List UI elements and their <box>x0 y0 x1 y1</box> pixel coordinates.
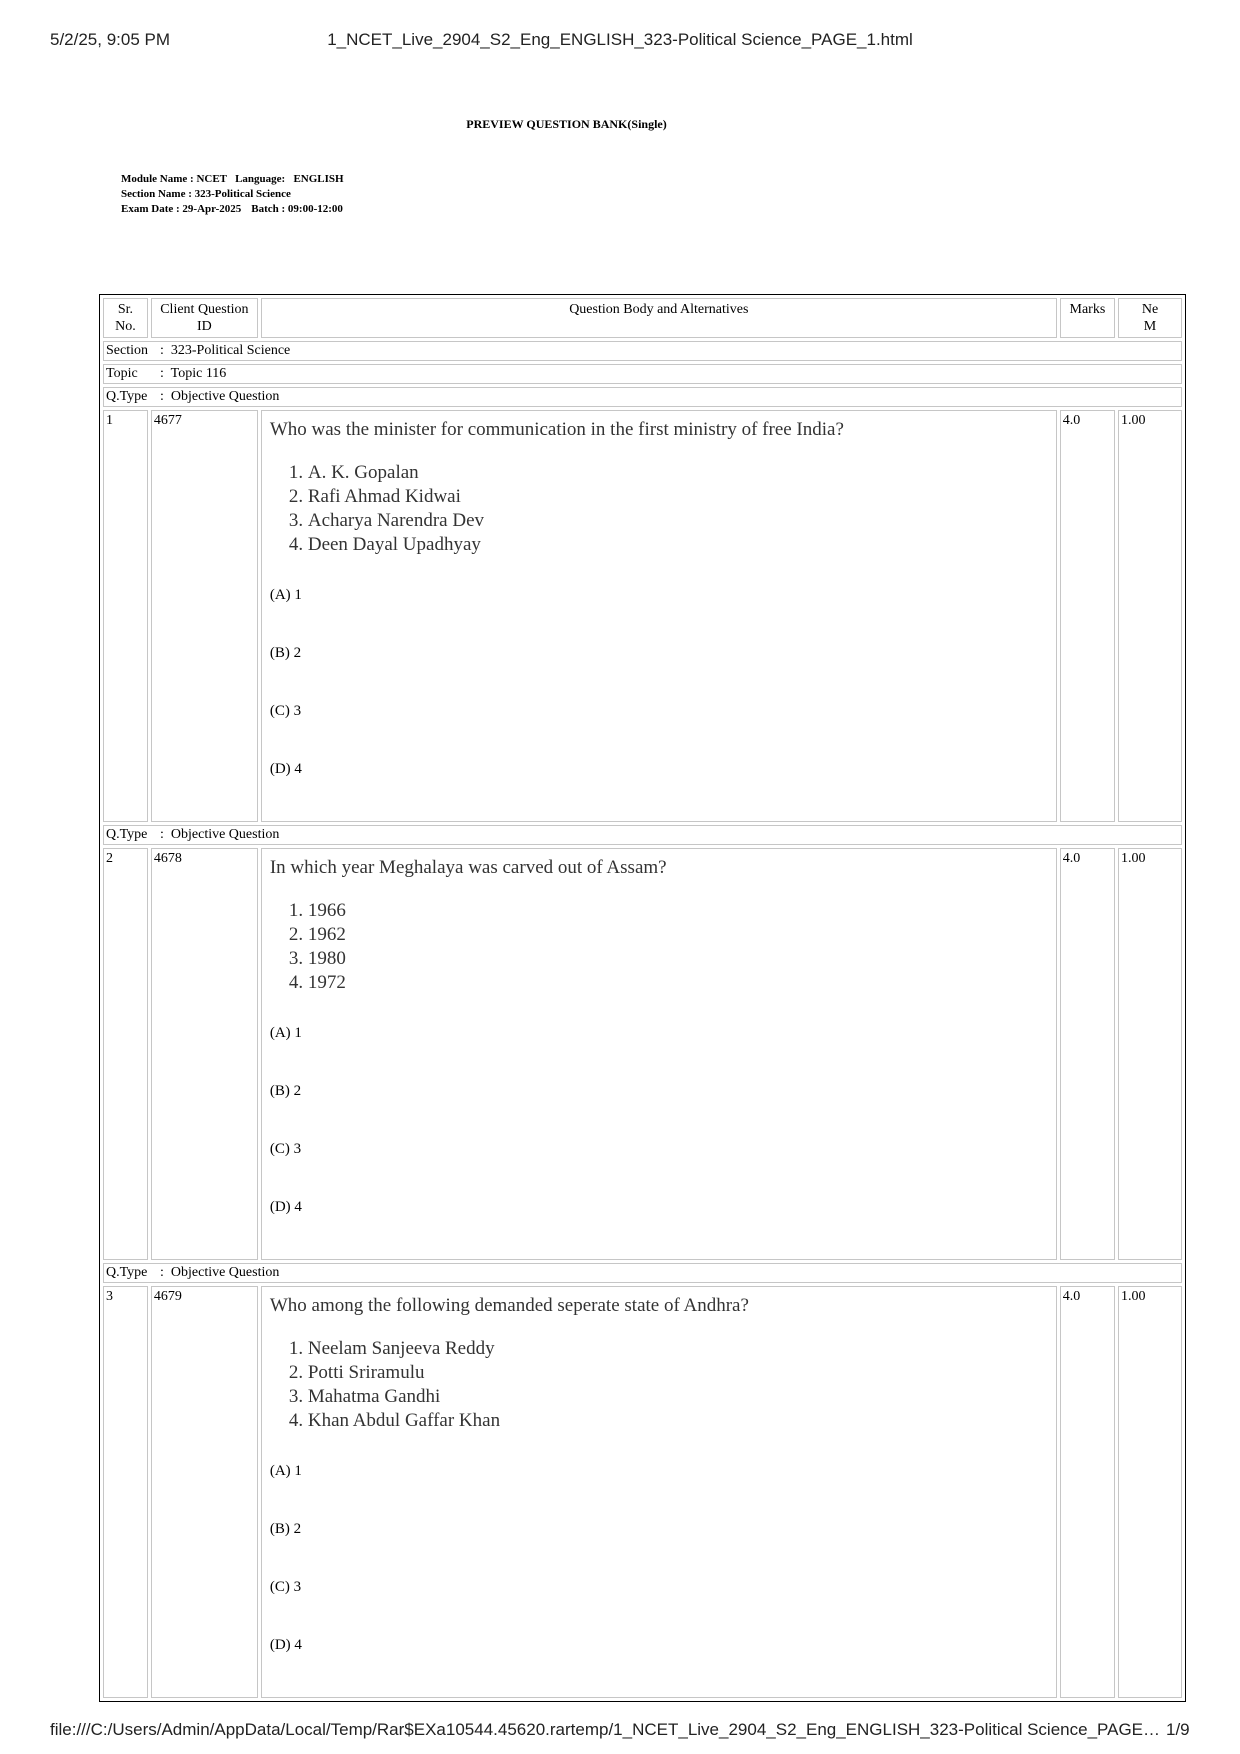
qtype-value: Objective Question <box>170 1265 280 1280</box>
qtype-label: Q.Type <box>106 389 148 404</box>
header-client-question-id: Client Question ID <box>151 298 258 338</box>
exam-date: Exam Date : 29-Apr-2025 <box>121 203 242 215</box>
question-option: 2. Potti Sriramulu <box>308 1361 1054 1385</box>
answer-alternative: (D) 4 <box>269 1199 302 1215</box>
question-sr-no: 3 <box>103 1286 148 1698</box>
question-option: 2. Rafi Ahmad Kidwai <box>308 485 1054 509</box>
qtype-info: Q.Type : Objective Question <box>103 1263 1182 1283</box>
qtype-value: Objective Question <box>170 827 280 842</box>
answer-alternative: (D) 4 <box>269 761 302 777</box>
qtype-info: Q.Type : Objective Question <box>103 387 1182 407</box>
section-value: 323-Political Science <box>170 343 291 358</box>
question-option: 4. Deen Dayal Upadhyay <box>308 533 1054 557</box>
question-negative-marks: 1.00 <box>1118 848 1182 1260</box>
exam-date-batch-line <box>121 202 344 217</box>
answer-alternative: (C) 3 <box>269 1579 302 1595</box>
question-marks: 4.0 <box>1060 848 1115 1260</box>
answer-alternative: (D) 4 <box>269 1637 302 1653</box>
answer-alternative: (C) 3 <box>269 1141 302 1157</box>
topic-label: Topic <box>106 366 138 381</box>
question-option: 3. Mahatma Gandhi <box>308 1385 1054 1409</box>
question-table-viewport <box>99 294 1186 1714</box>
question-marks: 4.0 <box>1060 410 1115 822</box>
exam-metadata <box>121 172 344 217</box>
print-datetime: 5/2/25, 9:05 PM <box>50 30 171 49</box>
question-bank-table <box>99 294 1186 1702</box>
question-option: 1. A. K. Gopalan <box>308 461 1054 485</box>
print-file-url: file:///C:/Users/Admin/AppData/Local/Temp/Rar$EXa10544.45620.rartemp/1_NCET_Live_2904_S2_Eng_ENGLISH_323-Political Science_PAGE… <box>50 1720 1161 1739</box>
answer-alternative: (A) 1 <box>269 587 302 603</box>
answer-alternative: (B) 2 <box>269 645 302 661</box>
answer-alternative: (B) 2 <box>269 1083 302 1099</box>
print-page-title: 1_NCET_Live_2904_S2_Eng_ENGLISH_323-Political Science_PAGE_1.html <box>327 30 913 49</box>
question-option: 4. 1972 <box>308 971 1054 995</box>
question-marks: 4.0 <box>1060 1286 1115 1698</box>
topic-info: Topic : Topic 116 <box>103 364 1182 384</box>
question-option: 4. Khan Abdul Gaffar Khan <box>308 1409 1054 1433</box>
question-options-list <box>264 1337 1054 1433</box>
question-option: 1. 1966 <box>308 899 1054 923</box>
question-options-list <box>264 899 1054 995</box>
header-question-body: Question Body and Alternatives <box>261 298 1057 338</box>
section-name-line: Section Name : 323-Political Science <box>121 188 291 200</box>
question-sr-no: 2 <box>103 848 148 1260</box>
client-question-id: 4678 <box>151 848 258 1260</box>
client-question-id: 4677 <box>151 410 258 822</box>
qtype-value: Objective Question <box>170 389 280 404</box>
document-title: PREVIEW QUESTION BANK(Single) <box>466 117 667 131</box>
question-body <box>261 410 1057 822</box>
question-negative-marks: 1.00 <box>1118 410 1182 822</box>
qtype-row <box>103 1263 1182 1283</box>
print-page-counter: 1/9 <box>1166 1720 1190 1739</box>
header-marks: Marks <box>1060 298 1115 338</box>
header-sr-no: Sr. No. <box>103 298 148 338</box>
section-label: Section <box>106 343 148 358</box>
topic-row <box>103 364 1182 384</box>
answer-alternative: (C) 3 <box>269 703 302 719</box>
qtype-info: Q.Type : Objective Question <box>103 825 1182 845</box>
batch: Batch : 09:00-12:00 <box>251 203 343 215</box>
section-info: Section : 323-Political Science <box>103 341 1182 361</box>
alternatives <box>264 1025 1054 1257</box>
qtype-row <box>103 825 1182 845</box>
question-negative-marks: 1.00 <box>1118 1286 1182 1698</box>
question-option: 2. 1962 <box>308 923 1054 947</box>
question-body <box>261 1286 1057 1698</box>
question-text: In which year Meghalaya was carved out of Assam? <box>269 857 667 878</box>
answer-alternative: (A) 1 <box>269 1025 302 1041</box>
question-option: 3. Acharya Narendra Dev <box>308 509 1054 533</box>
answer-alternative: (B) 2 <box>269 1521 302 1537</box>
client-question-id: 4679 <box>151 1286 258 1698</box>
topic-value: Topic 116 <box>170 366 227 381</box>
question-body <box>261 848 1057 1260</box>
question-options-list <box>264 461 1054 557</box>
section-row <box>103 341 1182 361</box>
question-row <box>103 410 1182 822</box>
question-option: 1. Neelam Sanjeeva Reddy <box>308 1337 1054 1361</box>
table-header-row <box>103 298 1182 338</box>
qtype-label: Q.Type <box>106 1265 148 1280</box>
alternatives <box>264 1463 1054 1695</box>
question-option: 3. 1980 <box>308 947 1054 971</box>
question-row <box>103 848 1182 1260</box>
question-sr-no: 1 <box>103 410 148 822</box>
qtype-label: Q.Type <box>106 827 148 842</box>
header-negative-marks: Ne M <box>1118 298 1182 338</box>
module-line: Module Name : NCET Language: ENGLISH <box>121 173 344 185</box>
alternatives <box>264 587 1054 819</box>
question-text: Who was the minister for communication in the first ministry of free India? <box>269 419 844 440</box>
qtype-row <box>103 387 1182 407</box>
answer-alternative: (A) 1 <box>269 1463 302 1479</box>
question-text: Who among the following demanded seperate state of Andhra? <box>269 1295 749 1316</box>
question-row <box>103 1286 1182 1698</box>
